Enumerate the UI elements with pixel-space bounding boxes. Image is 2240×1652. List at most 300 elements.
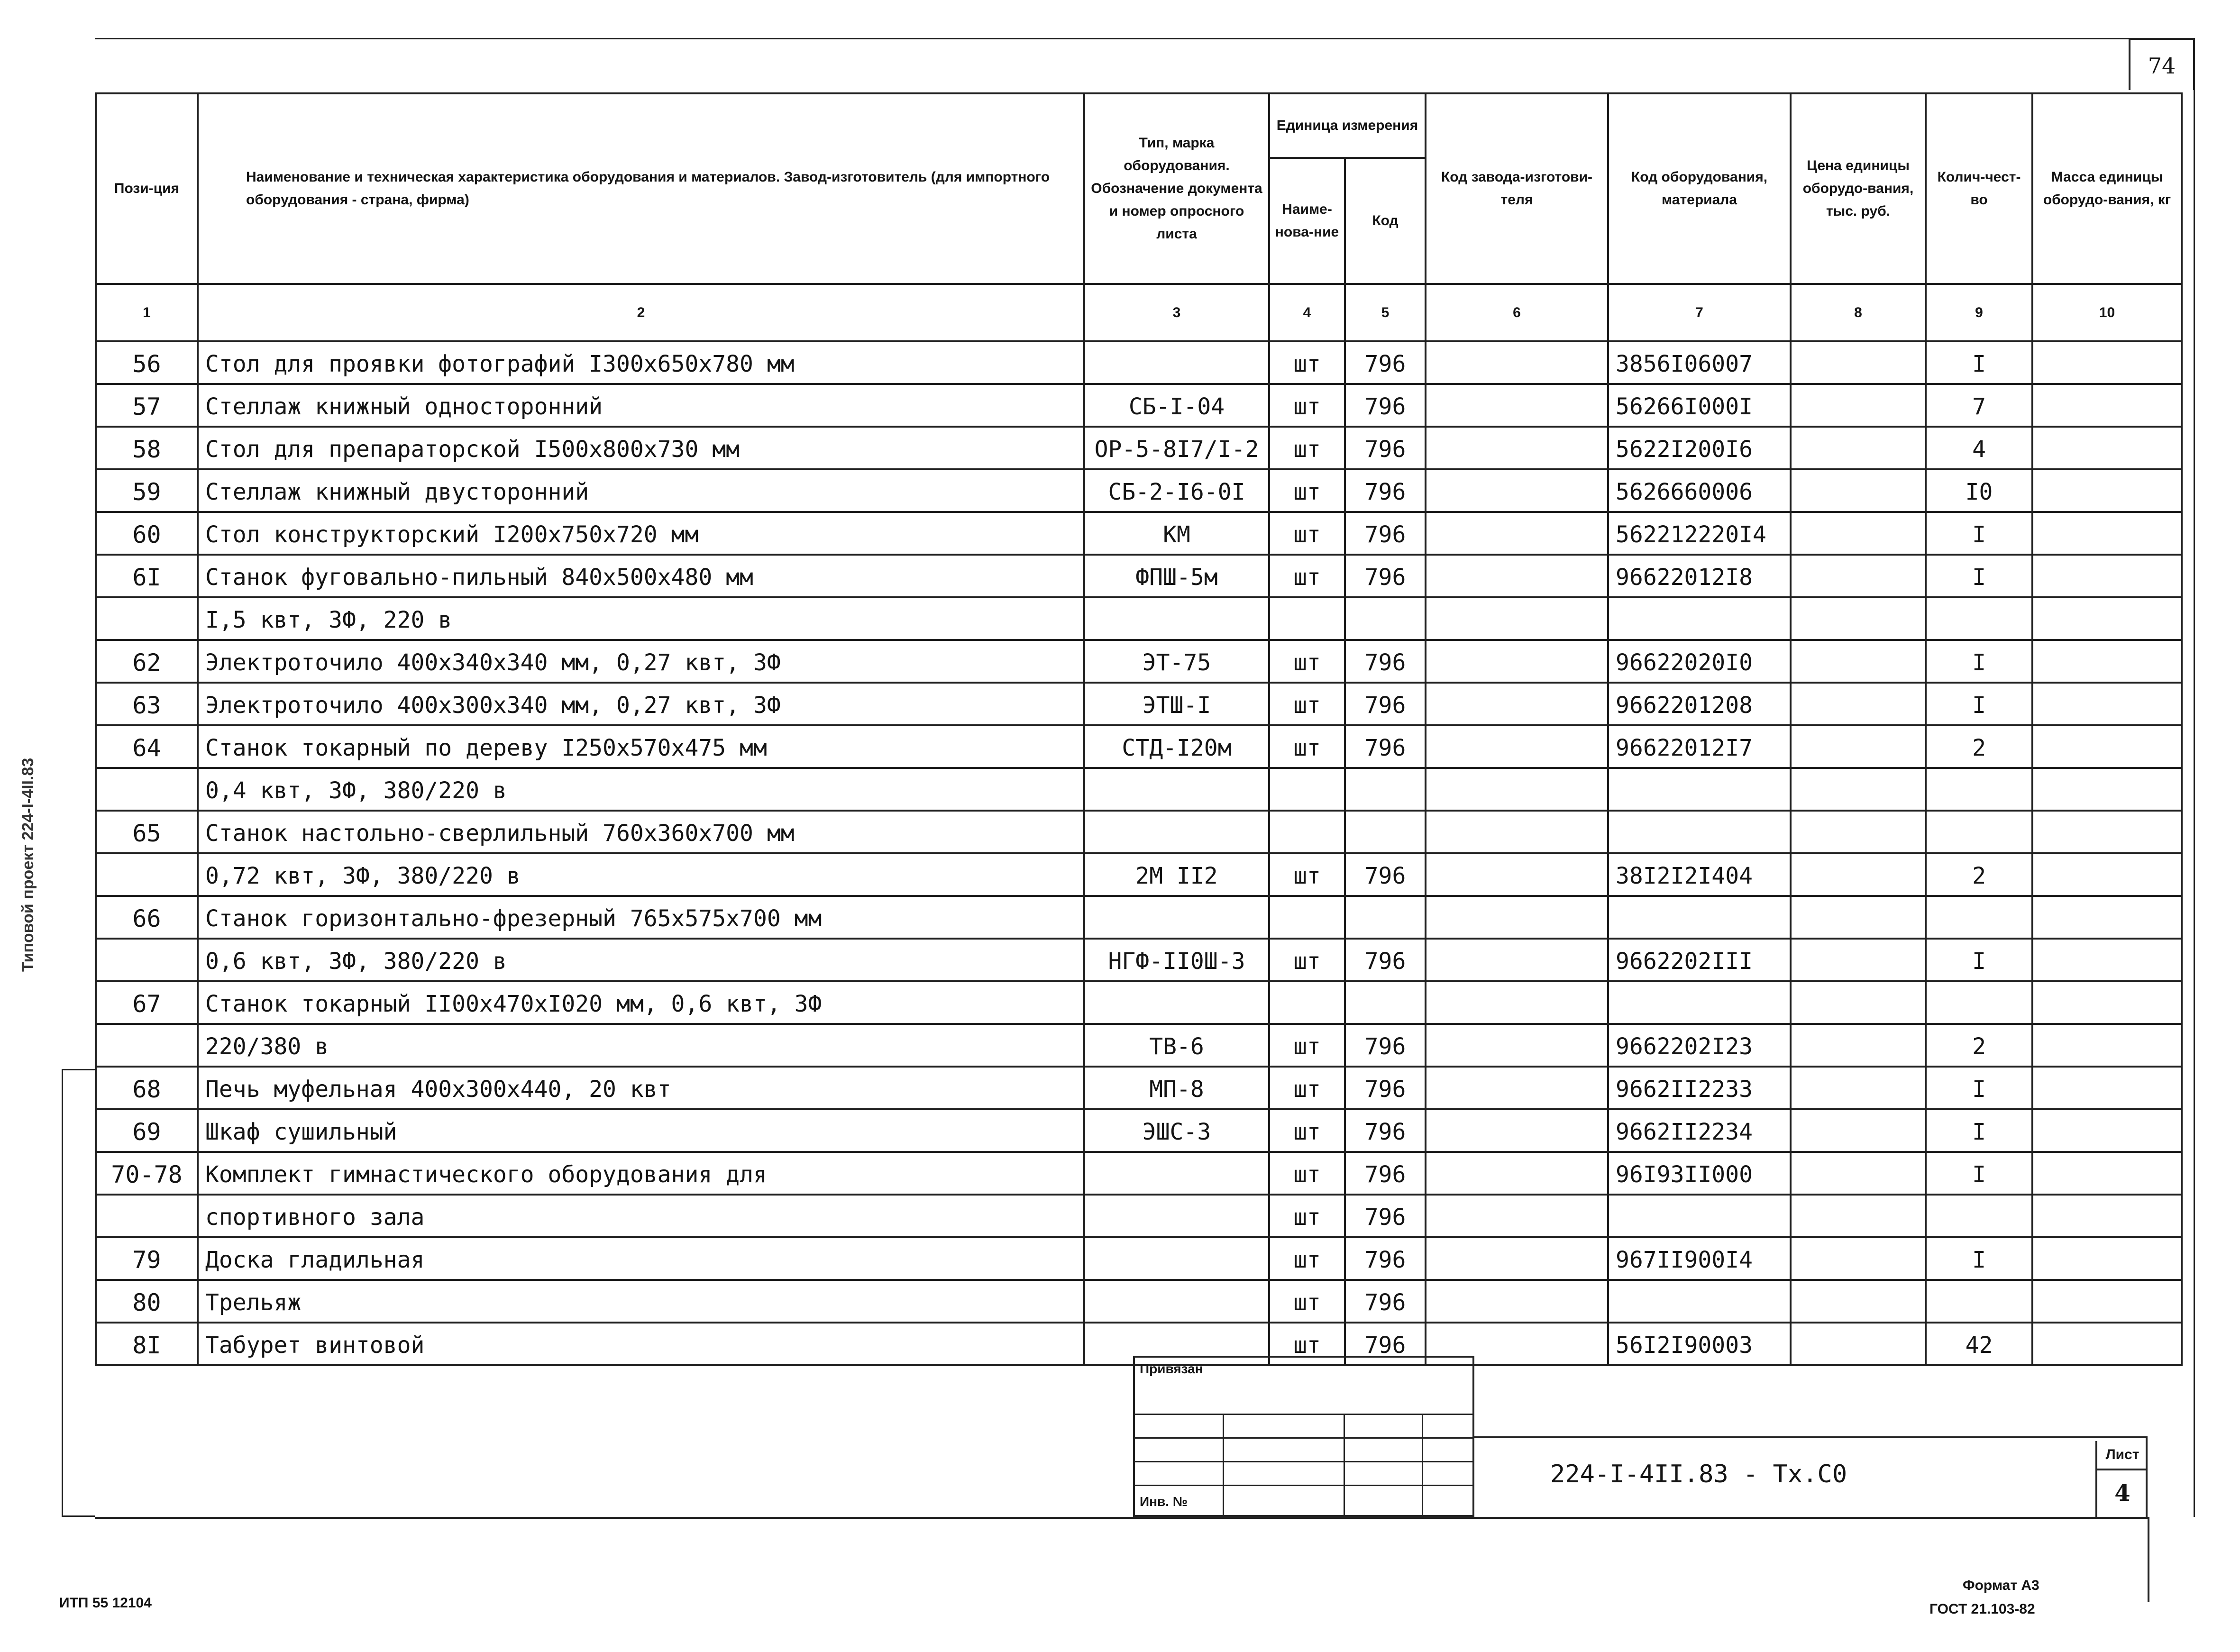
header-name: Наименование и техническая характеристика оборудования и материалов. Завод-изготовитель (для импортного оборудования - страна, фирма) xyxy=(198,93,1084,284)
table-row xyxy=(96,427,2182,469)
sheet-label: Лист xyxy=(2097,1441,2148,1470)
cell-qty: I0 xyxy=(1926,469,2032,512)
cell-unit xyxy=(1269,981,1345,1024)
cell-price xyxy=(1791,384,1926,427)
cell-unit-code xyxy=(1345,597,1426,640)
cell-qty: I xyxy=(1926,939,2032,981)
cell-qty xyxy=(1926,896,2032,939)
header-price: Цена единицы оборудо-вания, тыс. руб. xyxy=(1791,93,1926,284)
table-row xyxy=(96,1109,2182,1152)
table-row xyxy=(96,1237,2182,1280)
cell-unit-code: 796 xyxy=(1345,512,1426,555)
table-row xyxy=(96,768,2182,811)
cell-mass xyxy=(2032,725,2182,768)
cell-price xyxy=(1791,1152,1926,1195)
header-equip-code: Код оборудования, материала xyxy=(1608,93,1791,284)
cell-unit-code: 796 xyxy=(1345,555,1426,597)
cell-plant-code xyxy=(1426,640,1608,683)
cell-qty: I xyxy=(1926,555,2032,597)
cell-type: ОР-5-8I7/I-2 xyxy=(1084,427,1269,469)
header-qty: Колич-чест-во xyxy=(1926,93,2032,284)
cell-qty: I xyxy=(1926,640,2032,683)
cell-qty: I xyxy=(1926,341,2032,384)
cell-plant-code xyxy=(1426,427,1608,469)
cell-unit xyxy=(1269,811,1345,853)
cell-plant-code xyxy=(1426,853,1608,896)
cell-qty xyxy=(1926,981,2032,1024)
footer-left-code: ИТП 55 12104 xyxy=(59,1595,152,1611)
left-binding-rule xyxy=(62,1069,95,1517)
cell-name: Станок горизонтально-фрезерный 765x575x700 мм xyxy=(198,896,1084,939)
specification-table xyxy=(95,92,2183,1366)
cell-pos: 58 xyxy=(96,427,198,469)
cell-plant-code xyxy=(1426,1067,1608,1109)
cell-pos: 66 xyxy=(96,896,198,939)
cell-price xyxy=(1791,1280,1926,1323)
header-row xyxy=(96,93,2182,158)
cell-unit-code: 796 xyxy=(1345,1109,1426,1152)
sheet-box xyxy=(2095,1441,2148,1517)
cell-equip-code: 9662201208 xyxy=(1608,683,1791,725)
cell-mass xyxy=(2032,811,2182,853)
cell-unit: шт xyxy=(1269,427,1345,469)
cell-type xyxy=(1084,1280,1269,1323)
cell-plant-code xyxy=(1426,1237,1608,1280)
cell-type xyxy=(1084,1152,1269,1195)
cell-unit: шт xyxy=(1269,640,1345,683)
cell-type: ЭТШ-I xyxy=(1084,683,1269,725)
header-mass: Масса единицы оборудо-вания, кг xyxy=(2032,93,2182,284)
cell-equip-code: 5626660006 xyxy=(1608,469,1791,512)
cell-qty xyxy=(1926,811,2032,853)
cell-mass xyxy=(2032,597,2182,640)
cell-pos: 67 xyxy=(96,981,198,1024)
cell-type xyxy=(1084,981,1269,1024)
cell-pos: 79 xyxy=(96,1237,198,1280)
cell-type xyxy=(1084,811,1269,853)
cell-name: Электроточило 400x340x340 мм, 0,27 квт, 3Ф xyxy=(198,640,1084,683)
cell-plant-code xyxy=(1426,1109,1608,1152)
header-pos: Пози-ция xyxy=(96,93,198,284)
cell-equip-code xyxy=(1608,981,1791,1024)
cell-unit-code: 796 xyxy=(1345,853,1426,896)
cell-unit-code: 796 xyxy=(1345,1067,1426,1109)
cell-equip-code: 562212220I4 xyxy=(1608,512,1791,555)
table-row xyxy=(96,853,2182,896)
cell-price xyxy=(1791,555,1926,597)
header-unit-group: Единица измерения xyxy=(1269,93,1426,158)
cell-unit-code: 796 xyxy=(1345,469,1426,512)
cell-equip-code: 9662II2234 xyxy=(1608,1109,1791,1152)
cell-unit: шт xyxy=(1269,939,1345,981)
cell-equip-code: 96I93II000 xyxy=(1608,1152,1791,1195)
cell-unit-code: 796 xyxy=(1345,640,1426,683)
cell-price xyxy=(1791,896,1926,939)
cell-type: НГФ-II0Ш-3 xyxy=(1084,939,1269,981)
cell-equip-code: 967II900I4 xyxy=(1608,1237,1791,1280)
table-row xyxy=(96,896,2182,939)
cell-price xyxy=(1791,640,1926,683)
cell-mass xyxy=(2032,896,2182,939)
table-body xyxy=(96,341,2182,1365)
cell-type xyxy=(1084,597,1269,640)
cell-unit-code xyxy=(1345,981,1426,1024)
cell-pos: 59 xyxy=(96,469,198,512)
cell-mass xyxy=(2032,768,2182,811)
table-row xyxy=(96,1067,2182,1109)
cell-equip-code xyxy=(1608,1195,1791,1237)
cell-price xyxy=(1791,427,1926,469)
cell-name: Табурет винтовой xyxy=(198,1323,1084,1365)
cell-pos xyxy=(96,853,198,896)
cell-plant-code xyxy=(1426,683,1608,725)
cell-type xyxy=(1084,768,1269,811)
cell-mass xyxy=(2032,555,2182,597)
cell-type: СБ-I-04 xyxy=(1084,384,1269,427)
table-row xyxy=(96,939,2182,981)
cell-price xyxy=(1791,512,1926,555)
table-row xyxy=(96,1024,2182,1067)
cell-name: Электроточило 400x300x340 мм, 0,27 квт, 3Ф xyxy=(198,683,1084,725)
header-type: Тип, марка оборудования. Обозначение документа и номер опросного листа xyxy=(1084,93,1269,284)
cell-unit-code: 796 xyxy=(1345,1195,1426,1237)
cell-plant-code xyxy=(1426,1195,1608,1237)
cell-price xyxy=(1791,341,1926,384)
cell-mass xyxy=(2032,853,2182,896)
table-row xyxy=(96,384,2182,427)
cell-unit: шт xyxy=(1269,1237,1345,1280)
cell-mass xyxy=(2032,683,2182,725)
cell-plant-code xyxy=(1426,1024,1608,1067)
cell-pos: 62 xyxy=(96,640,198,683)
cell-unit: шт xyxy=(1269,1024,1345,1067)
cell-pos xyxy=(96,1024,198,1067)
cell-unit: шт xyxy=(1269,1109,1345,1152)
cell-name: Станок настольно-сверлильный 760x360x700 мм xyxy=(198,811,1084,853)
cell-type xyxy=(1084,1237,1269,1280)
cell-equip-code xyxy=(1608,597,1791,640)
cell-name: I,5 квт, 3Ф, 220 в xyxy=(198,597,1084,640)
cell-unit: шт xyxy=(1269,725,1345,768)
cell-qty: I xyxy=(1926,683,2032,725)
cell-unit-code: 796 xyxy=(1345,683,1426,725)
cell-pos: 6I xyxy=(96,555,198,597)
footer-gost: ГОСТ 21.103-82 xyxy=(1929,1601,2035,1617)
cell-equip-code: 9662202I23 xyxy=(1608,1024,1791,1067)
cell-qty xyxy=(1926,1280,2032,1323)
cell-type xyxy=(1084,896,1269,939)
cell-unit-code: 796 xyxy=(1345,939,1426,981)
cell-unit: шт xyxy=(1269,1195,1345,1237)
cell-type: МП-8 xyxy=(1084,1067,1269,1109)
cell-price xyxy=(1791,1195,1926,1237)
cell-unit-code: 796 xyxy=(1345,1323,1426,1365)
cell-qty xyxy=(1926,597,2032,640)
cell-pos: 63 xyxy=(96,683,198,725)
cell-qty xyxy=(1926,768,2032,811)
cell-equip-code: 96622012I8 xyxy=(1608,555,1791,597)
cell-unit-code: 796 xyxy=(1345,1152,1426,1195)
cell-name: Комплект гимнастического оборудования для xyxy=(198,1152,1084,1195)
header-unit-name: Наиме-нова-ние xyxy=(1269,158,1345,284)
cell-equip-code xyxy=(1608,768,1791,811)
side-project-note: Типовой проект 224-I-4II.83 xyxy=(19,758,37,972)
cell-mass xyxy=(2032,1067,2182,1109)
cell-name: Стеллаж книжный двусторонний xyxy=(198,469,1084,512)
cell-pos: 56 xyxy=(96,341,198,384)
cell-unit: шт xyxy=(1269,341,1345,384)
cell-unit-code: 796 xyxy=(1345,1237,1426,1280)
cell-name: Стеллаж книжный односторонний xyxy=(198,384,1084,427)
cell-equip-code: 96622020I0 xyxy=(1608,640,1791,683)
cell-unit: шт xyxy=(1269,853,1345,896)
cell-mass xyxy=(2032,1195,2182,1237)
cell-type: СБ-2-I6-0I xyxy=(1084,469,1269,512)
cell-unit: шт xyxy=(1269,683,1345,725)
cell-plant-code xyxy=(1426,341,1608,384)
cell-unit: шт xyxy=(1269,512,1345,555)
cell-equip-code: 9662202III xyxy=(1608,939,1791,981)
cell-type: ЭТ-75 xyxy=(1084,640,1269,683)
cell-unit xyxy=(1269,768,1345,811)
cell-name: Станок фуговально-пильный 840x500x480 мм xyxy=(198,555,1084,597)
cell-unit: шт xyxy=(1269,555,1345,597)
column-number: 4 xyxy=(1269,284,1345,341)
cell-pos: 68 xyxy=(96,1067,198,1109)
cell-unit: шт xyxy=(1269,469,1345,512)
cell-pos: 64 xyxy=(96,725,198,768)
cell-plant-code xyxy=(1426,555,1608,597)
stamp-linked-label: Привязан xyxy=(1140,1361,1203,1376)
cell-equip-code: 3856I06007 xyxy=(1608,341,1791,384)
cell-qty: 2 xyxy=(1926,1024,2032,1067)
cell-mass xyxy=(2032,1237,2182,1280)
cell-pos: 65 xyxy=(96,811,198,853)
table-row xyxy=(96,341,2182,384)
cell-price xyxy=(1791,597,1926,640)
cell-equip-code: 38I2I2I404 xyxy=(1608,853,1791,896)
cell-qty: 7 xyxy=(1926,384,2032,427)
cell-name: Станок токарный по дереву I250x570x475 мм xyxy=(198,725,1084,768)
table-row xyxy=(96,555,2182,597)
footer-format: Формат А3 xyxy=(1963,1578,2039,1593)
cell-mass xyxy=(2032,512,2182,555)
column-number-row xyxy=(96,284,2182,341)
cell-name: Шкаф сушильный xyxy=(198,1109,1084,1152)
cell-mass xyxy=(2032,1109,2182,1152)
cell-equip-code: 56266I000I xyxy=(1608,384,1791,427)
sheet-number: 4 xyxy=(2114,1480,2130,1506)
cell-mass xyxy=(2032,981,2182,1024)
cell-unit-code: 796 xyxy=(1345,1024,1426,1067)
cell-price xyxy=(1791,683,1926,725)
cell-pos xyxy=(96,768,198,811)
doc-number: 224-I-4II.83 - Тх.С0 xyxy=(1550,1460,1847,1488)
cell-unit-code: 796 xyxy=(1345,725,1426,768)
cell-price xyxy=(1791,725,1926,768)
cell-price xyxy=(1791,469,1926,512)
cell-equip-code: 5622I200I6 xyxy=(1608,427,1791,469)
cell-type: ФПШ-5м xyxy=(1084,555,1269,597)
cell-mass xyxy=(2032,384,2182,427)
cell-qty: I xyxy=(1926,512,2032,555)
column-number: 6 xyxy=(1426,284,1608,341)
column-number: 10 xyxy=(2032,284,2182,341)
cell-name: Стол для проявки фотографий I300x650x780 мм xyxy=(198,341,1084,384)
cell-mass xyxy=(2032,341,2182,384)
cell-price xyxy=(1791,853,1926,896)
header-plant-code: Код завода-изготови-теля xyxy=(1426,93,1608,284)
cell-price xyxy=(1791,1109,1926,1152)
cell-price xyxy=(1791,1067,1926,1109)
table-row xyxy=(96,469,2182,512)
cell-qty: I xyxy=(1926,1109,2032,1152)
cell-type: КМ xyxy=(1084,512,1269,555)
cell-unit-code: 796 xyxy=(1345,1280,1426,1323)
cell-plant-code xyxy=(1426,811,1608,853)
cell-qty xyxy=(1926,1195,2032,1237)
cell-type: СТД-I20м xyxy=(1084,725,1269,768)
footer-rule xyxy=(2148,1517,2195,1602)
cell-mass xyxy=(2032,939,2182,981)
cell-plant-code xyxy=(1426,725,1608,768)
cell-qty: 2 xyxy=(1926,853,2032,896)
cell-unit-code: 796 xyxy=(1345,341,1426,384)
cell-plant-code xyxy=(1426,981,1608,1024)
table-row xyxy=(96,512,2182,555)
cell-name: Стол для препараторской I500x800x730 мм xyxy=(198,427,1084,469)
cell-mass xyxy=(2032,640,2182,683)
cell-name: Стол конструкторский I200x750x720 мм xyxy=(198,512,1084,555)
cell-equip-code: 9662II2233 xyxy=(1608,1067,1791,1109)
cell-type xyxy=(1084,341,1269,384)
cell-name: 0,72 квт, 3Ф, 380/220 в xyxy=(198,853,1084,896)
cell-unit-code xyxy=(1345,811,1426,853)
table-row xyxy=(96,1195,2182,1237)
cell-plant-code xyxy=(1426,1152,1608,1195)
cell-plant-code xyxy=(1426,1280,1608,1323)
table-row xyxy=(96,1280,2182,1323)
cell-plant-code xyxy=(1426,597,1608,640)
cell-qty: I xyxy=(1926,1067,2032,1109)
cell-name: спортивного зала xyxy=(198,1195,1084,1237)
cell-price xyxy=(1791,1323,1926,1365)
column-number: 1 xyxy=(96,284,198,341)
cell-equip-code xyxy=(1608,896,1791,939)
cell-qty: 4 xyxy=(1926,427,2032,469)
cell-pos xyxy=(96,597,198,640)
cell-equip-code xyxy=(1608,811,1791,853)
cell-mass xyxy=(2032,1280,2182,1323)
cell-type xyxy=(1084,1195,1269,1237)
cell-mass xyxy=(2032,427,2182,469)
cell-name: Печь муфельная 400x300x440, 20 квт xyxy=(198,1067,1084,1109)
column-number: 8 xyxy=(1791,284,1926,341)
cell-unit-code xyxy=(1345,896,1426,939)
cell-plant-code xyxy=(1426,896,1608,939)
cell-price xyxy=(1791,981,1926,1024)
header-unit-code: Код xyxy=(1345,158,1426,284)
cell-name: 0,6 квт, 3Ф, 380/220 в xyxy=(198,939,1084,981)
column-number: 2 xyxy=(198,284,1084,341)
cell-unit: шт xyxy=(1269,1323,1345,1365)
cell-pos: 60 xyxy=(96,512,198,555)
cell-unit-code xyxy=(1345,768,1426,811)
cell-qty: I xyxy=(1926,1152,2032,1195)
table-row xyxy=(96,725,2182,768)
cell-qty: 2 xyxy=(1926,725,2032,768)
stamp-inv-label: Инв. № xyxy=(1140,1494,1188,1509)
cell-unit: шт xyxy=(1269,1280,1345,1323)
cell-plant-code xyxy=(1426,384,1608,427)
column-number: 9 xyxy=(1926,284,2032,341)
cell-unit xyxy=(1269,896,1345,939)
cell-plant-code xyxy=(1426,768,1608,811)
cell-pos xyxy=(96,1195,198,1237)
cell-price xyxy=(1791,939,1926,981)
cell-pos: 80 xyxy=(96,1280,198,1323)
cell-name: Доска гладильная xyxy=(198,1237,1084,1280)
cell-pos xyxy=(96,939,198,981)
cell-pos: 8I xyxy=(96,1323,198,1365)
cell-plant-code xyxy=(1426,469,1608,512)
cell-price xyxy=(1791,1237,1926,1280)
cell-mass xyxy=(2032,1152,2182,1195)
cell-price xyxy=(1791,811,1926,853)
table-row xyxy=(96,597,2182,640)
cell-name: 220/380 в xyxy=(198,1024,1084,1067)
cell-name: Станок токарный II00x470xI020 мм, 0,6 квт, 3Ф xyxy=(198,981,1084,1024)
cell-type: ТВ-6 xyxy=(1084,1024,1269,1067)
table-row xyxy=(96,1152,2182,1195)
cell-name: Трельяж xyxy=(198,1280,1084,1323)
table-row xyxy=(96,640,2182,683)
cell-unit: шт xyxy=(1269,1152,1345,1195)
cell-type: 2М II2 xyxy=(1084,853,1269,896)
cell-mass xyxy=(2032,1323,2182,1365)
cell-equip-code: 56I2I90003 xyxy=(1608,1323,1791,1365)
bottom-rule xyxy=(95,1517,2148,1519)
cell-price xyxy=(1791,768,1926,811)
cell-equip-code xyxy=(1608,1280,1791,1323)
table-row xyxy=(96,683,2182,725)
cell-pos: 69 xyxy=(96,1109,198,1152)
table-row xyxy=(96,981,2182,1024)
cell-unit-code: 796 xyxy=(1345,384,1426,427)
cell-unit: шт xyxy=(1269,1067,1345,1109)
cell-pos: 70-78 xyxy=(96,1152,198,1195)
page-number: 74 xyxy=(2129,38,2195,90)
cell-price xyxy=(1791,1024,1926,1067)
column-number: 7 xyxy=(1608,284,1791,341)
cell-unit xyxy=(1269,597,1345,640)
cell-qty: I xyxy=(1926,1237,2032,1280)
cell-type: ЭШС-3 xyxy=(1084,1109,1269,1152)
table-row xyxy=(96,811,2182,853)
cell-plant-code xyxy=(1426,512,1608,555)
cell-plant-code xyxy=(1426,939,1608,981)
cell-name: 0,4 квт, 3Ф, 380/220 в xyxy=(198,768,1084,811)
cell-pos: 57 xyxy=(96,384,198,427)
cell-mass xyxy=(2032,1024,2182,1067)
cell-unit: шт xyxy=(1269,384,1345,427)
cell-qty: 42 xyxy=(1926,1323,2032,1365)
column-number: 3 xyxy=(1084,284,1269,341)
title-stamp xyxy=(1133,1356,1474,1517)
cell-unit-code: 796 xyxy=(1345,427,1426,469)
cell-mass xyxy=(2032,469,2182,512)
column-number: 5 xyxy=(1345,284,1426,341)
